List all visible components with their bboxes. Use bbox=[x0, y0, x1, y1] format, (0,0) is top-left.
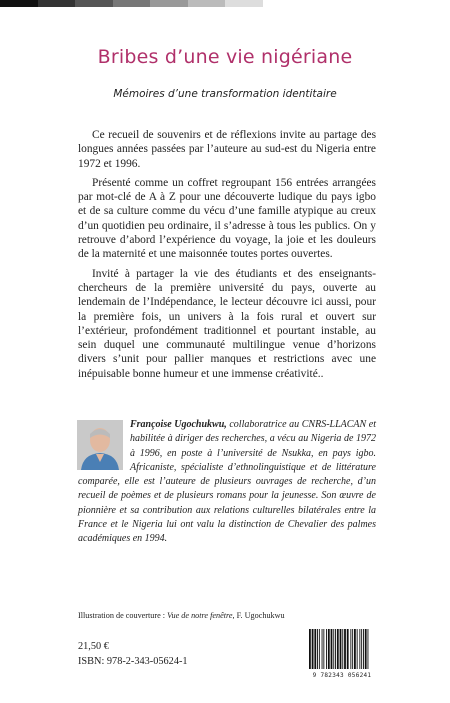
barcode-bar bbox=[368, 629, 369, 669]
blurb-paragraph-1: Ce recueil de souvenirs et de réflexions invite au partage des longues années passées par l’auteure au sud-est du Nigeria entre 1972 et 1996. bbox=[78, 129, 376, 170]
color-swatch bbox=[225, 0, 263, 7]
barcode-bar bbox=[312, 629, 314, 669]
barcode-bar bbox=[340, 629, 342, 669]
barcode-bar bbox=[365, 629, 367, 669]
color-swatch bbox=[150, 0, 188, 7]
color-swatch bbox=[113, 0, 151, 7]
book-subtitle: Mémoires d’une transformation identitaire bbox=[113, 88, 337, 100]
blurb-paragraph-3: Invité à partager la vie des étudiants et des enseignants-chercheurs de la première université du pays, ouverte au lendemain de l’Indépendance, le lecteur découvre ici aussi, pour la première fois, un univers à la fois rural et ouvert sur l’extérieur, profondément traditionnel et pourtant instable, au sein duquel une communauté multilingue venue d’horizons divers s’unit pour pallier manques et restrictions avec une inépuisable bonne humeur et une immense créativité.. bbox=[78, 267, 376, 380]
barcode-bar bbox=[354, 629, 356, 669]
barcode-bar bbox=[359, 629, 360, 669]
color-swatch bbox=[300, 0, 338, 7]
barcode-bar bbox=[361, 629, 362, 669]
barcode-digits: 9 782343 056241 bbox=[312, 672, 372, 679]
color-swatch bbox=[263, 0, 301, 7]
author-bio-text: collaboratrice au CNRS-LLACAN et habilitée à diriger des recherches, a vécu au Nigeria de 1972 à 1996, en poste à l’université de Nsukka, en pays igbo. Africaniste, spécialiste d’ethnolinguistique et de littérature comparée, elle est l’auteure de plusieurs ouvrages de recherche, d’un recueil de poèmes et de plusieurs romans pour la jeunesse. Son œuvre de pionnière et sa contribution aux relations culturelles bilatérales entre la France et le Nigeria lui ont valu la distinction de Chevalier des palmes académiques en 1994. bbox=[78, 419, 377, 545]
barcode-bar bbox=[322, 629, 323, 669]
barcode-bar bbox=[337, 629, 339, 669]
isbn: ISBN: 978-2-343-05624-1 bbox=[78, 656, 188, 667]
price: 21,50 € bbox=[78, 641, 109, 652]
author-bio bbox=[78, 418, 376, 547]
barcode-bar bbox=[347, 629, 349, 669]
barcode-bar bbox=[326, 629, 327, 669]
barcode-bar bbox=[342, 629, 343, 669]
color-swatch bbox=[375, 0, 413, 7]
author-name: Françoise Ugochukwu, bbox=[130, 419, 227, 430]
color-swatch bbox=[413, 0, 450, 7]
barcode-bar bbox=[328, 629, 330, 669]
color-swatch bbox=[75, 0, 113, 7]
cover-credit-label: Illustration de couverture : bbox=[78, 611, 168, 620]
barcode-bar bbox=[309, 629, 311, 669]
barcode-bar bbox=[357, 629, 358, 669]
barcode bbox=[308, 629, 374, 675]
cover-credit-work: Vue de notre fenêtre bbox=[167, 611, 233, 620]
color-swatch bbox=[0, 0, 38, 7]
barcode-bar bbox=[344, 629, 346, 669]
color-swatch bbox=[338, 0, 376, 7]
barcode-bar bbox=[352, 629, 353, 669]
barcode-bar bbox=[319, 629, 320, 669]
barcode-bar bbox=[331, 629, 333, 669]
cover-credit-author: , F. Ugochukwu bbox=[232, 611, 285, 620]
barcode-bar bbox=[363, 629, 364, 669]
barcode-bar bbox=[323, 629, 324, 669]
barcode-bar bbox=[350, 629, 351, 669]
barcode-bar bbox=[335, 629, 336, 669]
blurb-paragraph-2: Présenté comme un coffret regroupant 156 entrées arrangées par mot-clé de A à Z pour une découverte ludique du pays igbo et de sa culture comme du vécu d’une famille atypique au creux d’un quotidien peu ordinaire, il s’adresse à tous les publics. On y retrouve d’abord l’expérience du voyage, la joie et les douleurs de la maternité et une maisonnée toutes portes ouvertes. bbox=[78, 176, 376, 261]
barcode-bar bbox=[317, 629, 318, 669]
barcode-bar bbox=[314, 629, 316, 669]
blurb-text bbox=[78, 128, 376, 386]
book-title: Bribes d’une vie nigériane bbox=[97, 46, 353, 68]
cover-credit bbox=[78, 611, 398, 620]
color-swatch bbox=[38, 0, 76, 7]
barcode-bar bbox=[333, 629, 334, 669]
color-calibration-strip bbox=[0, 0, 450, 7]
color-swatch bbox=[188, 0, 226, 7]
